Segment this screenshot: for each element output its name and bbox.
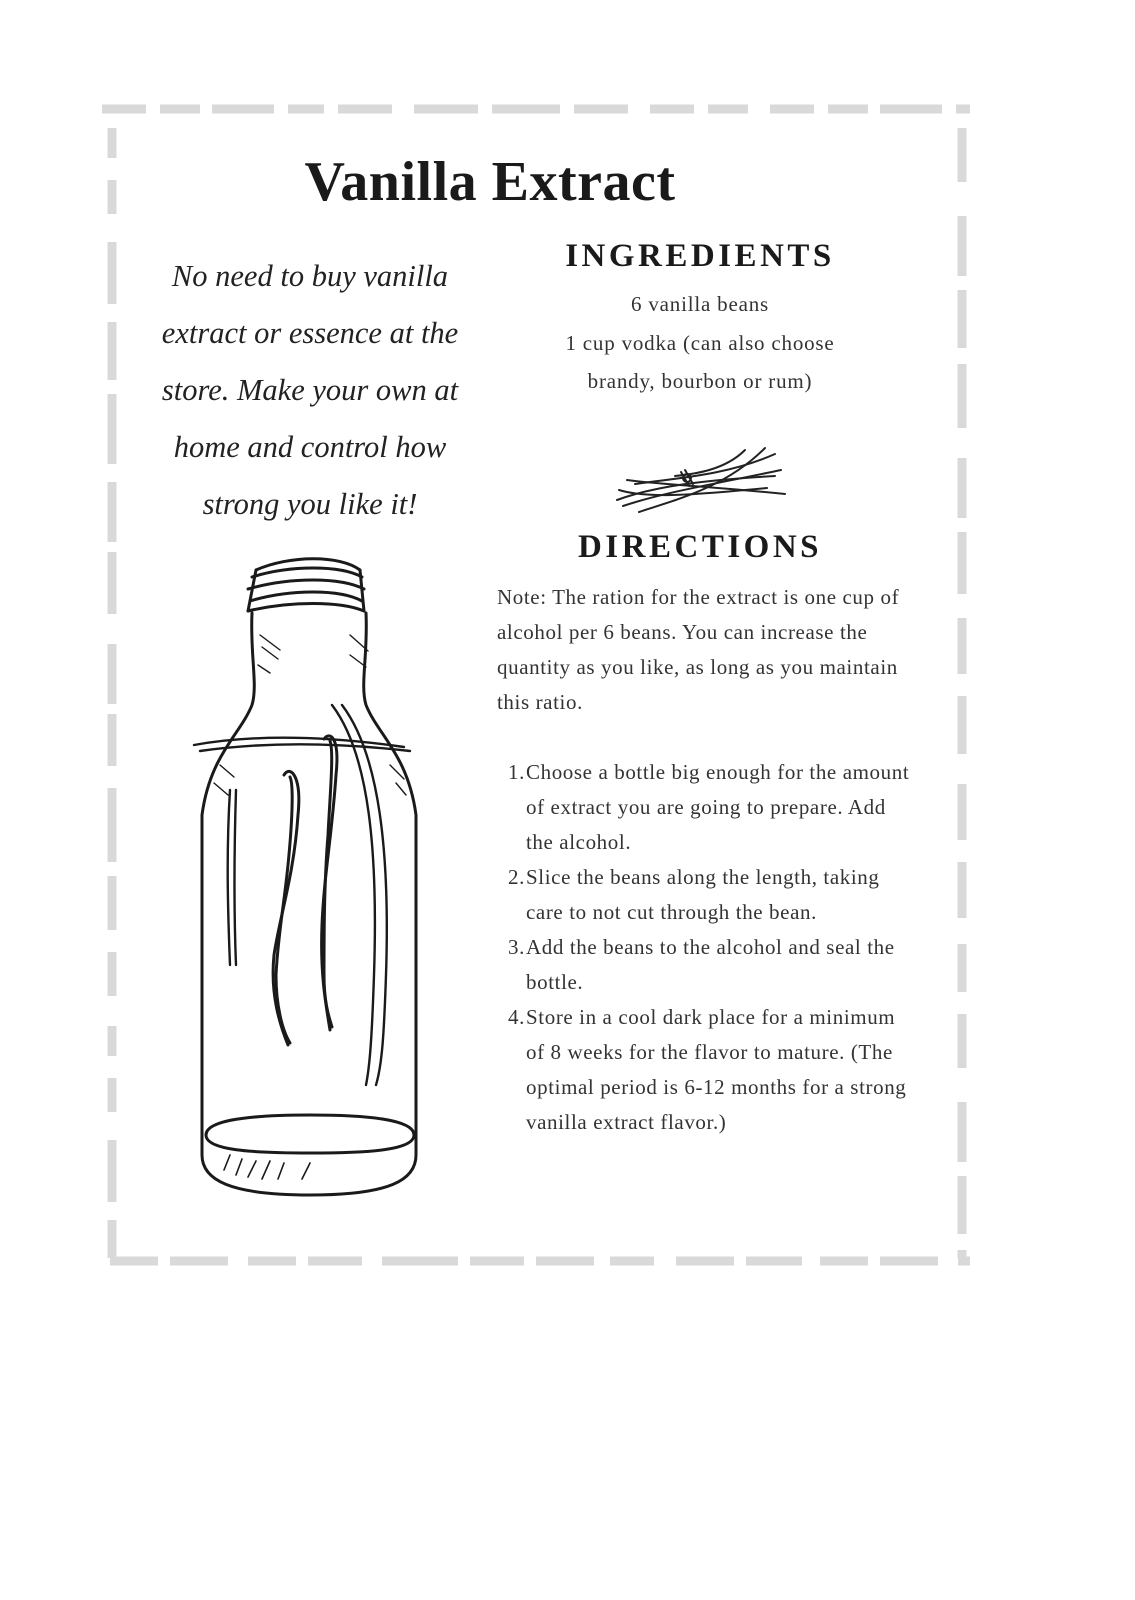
directions-note: Note: The ration for the extract is one cup of alcohol per 6 beans. You can increase the quantity as you like, as long as you maintain this ratio.	[497, 585, 900, 714]
glass-bottle-with-vanilla-beans-icon	[190, 555, 430, 1225]
direction-step	[497, 860, 917, 930]
directions-steps	[497, 755, 917, 1140]
recipe-intro: No need to buy vanilla extract or essence at the store. Make your own at home and control how strong you like it!	[161, 259, 459, 521]
directions-section	[497, 580, 917, 1140]
directions-heading: DIRECTIONS	[577, 529, 823, 565]
step-text: Store in a cool dark place for a minimum of 8 weeks for the flavor to mature. (The optimal period is 6-12 months for a strong vanilla extract flavor.)	[526, 1005, 907, 1134]
vanilla-beans-bundle-icon	[615, 440, 790, 520]
ingredient-item: 1 cup vodka (can also choose brandy, bourbon or rum)	[565, 330, 835, 393]
step-number: 4.	[508, 1005, 525, 1029]
direction-step	[497, 755, 917, 860]
direction-step	[497, 1000, 917, 1140]
ingredients-list	[555, 285, 845, 401]
ingredient-item: 6 vanilla beans	[631, 292, 769, 316]
step-number: 3.	[508, 935, 525, 959]
recipe-title: Vanilla Extract	[304, 151, 676, 213]
step-text: Choose a bottle big enough for the amount of extract you are going to prepare. Add the alcohol.	[526, 760, 910, 854]
step-text: Slice the beans along the length, taking care to not cut through the bean.	[526, 865, 880, 924]
ingredients-heading: INGREDIENTS	[565, 238, 835, 274]
step-number: 2.	[508, 865, 525, 889]
direction-step	[497, 930, 917, 1000]
step-number: 1.	[508, 760, 525, 784]
step-text: Add the beans to the alcohol and seal the bottle.	[526, 935, 895, 994]
